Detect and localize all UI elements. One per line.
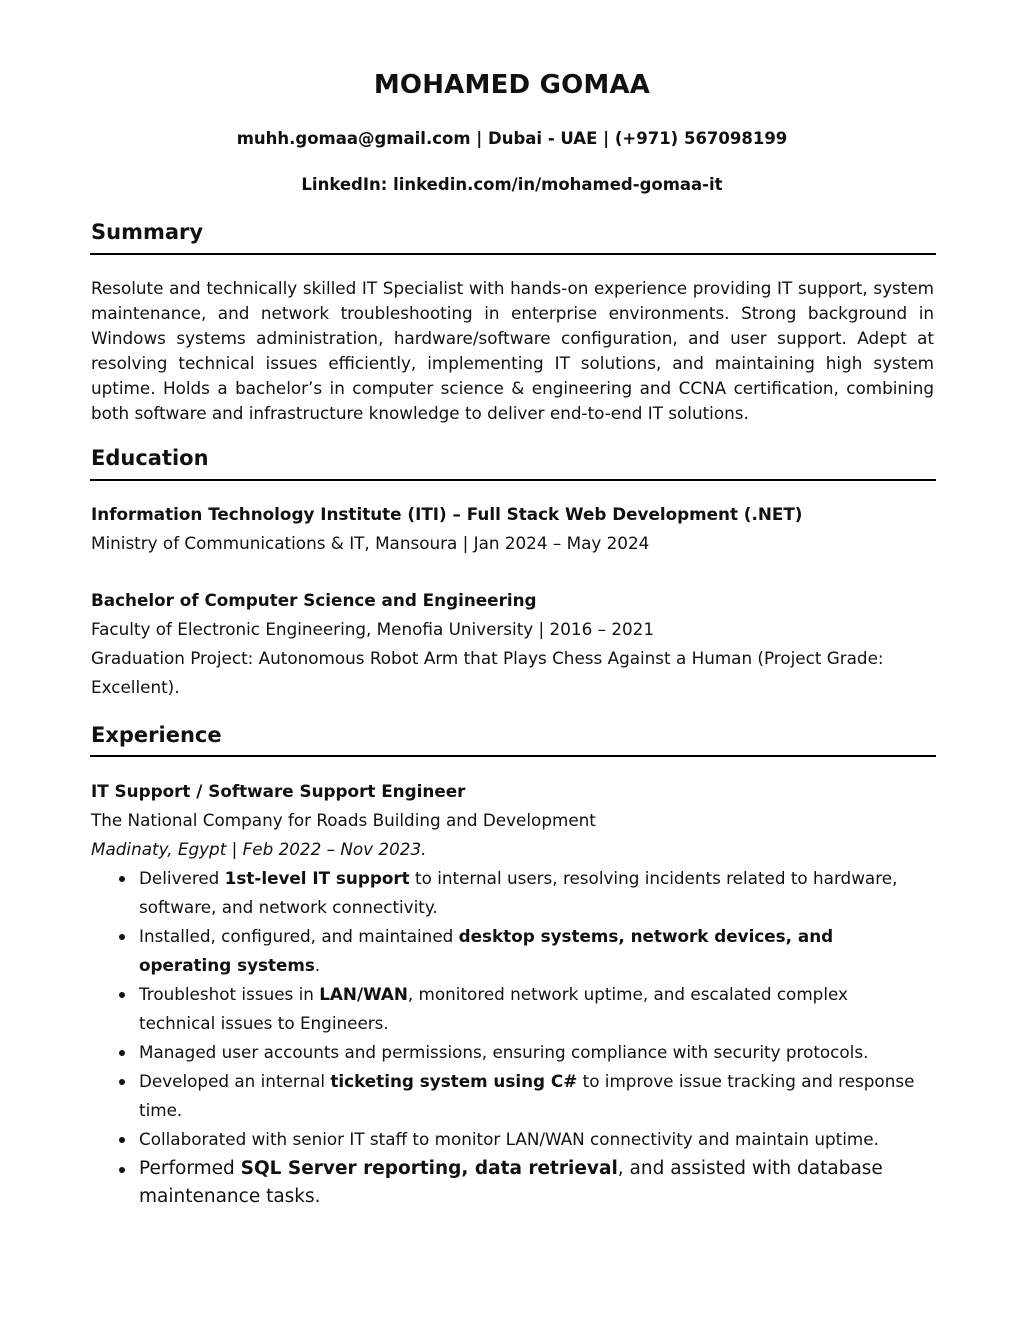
bullet-text-bold: ticketing system using C# [330, 1071, 578, 1091]
job-bullet-item [117, 922, 927, 980]
bullet-text: to improve issue tracking and response time. [139, 1071, 915, 1120]
bullet-text: , and assisted with database maintenance tasks. [139, 1158, 883, 1207]
job-bullet-item [117, 1067, 927, 1125]
bullet-text: to internal users, resolving incidents related to hardware, software, and network connectivity. [139, 868, 898, 917]
job-bullet-item [117, 1038, 927, 1067]
summary-text: Resolute and technically skilled IT Specialist with hands-on experience providing IT support, system maintenance, and network troubleshooting in enterprise environments. Strong background in Windows systems administration, hardware/software configuration, and user support. Adept at resolving technical issues efficiently, implementing IT solutions, and maintaining high system uptime. Holds a bachelor’s in computer science & engineering and CCNA certification, combining both software and infrastructure knowledge to deliver end-to-end IT solutions. [91, 278, 934, 423]
bullet-text: Installed, configured, and maintained [139, 926, 459, 946]
bullet-text: Performed [139, 1158, 241, 1179]
bullet-dot-icon [119, 934, 125, 940]
bullet-text-bold: LAN/WAN [319, 984, 408, 1004]
experience-heading: Experience [91, 723, 222, 747]
bullet-text: Collaborated with senior IT staff to monitor LAN/WAN connectivity and maintain uptime. [139, 1129, 879, 1149]
education-entry-detail: Faculty of Electronic Engineering, Menofia University | 2016 – 2021 [91, 619, 655, 639]
bullet-text: , monitored network uptime, and escalated complex technical issues to Engineers. [139, 984, 848, 1033]
education-entry-detail: Ministry of Communications & IT, Mansoura | Jan 2024 – May 2024 [91, 533, 650, 553]
experience-divider [90, 755, 936, 757]
bullet-text: Delivered [139, 868, 225, 888]
bullet-text: Troubleshot issues in [139, 984, 320, 1004]
bullet-text-bold: SQL Server reporting, data retrieval [240, 1158, 618, 1179]
bullet-text: . [314, 955, 321, 975]
summary-divider [90, 253, 936, 255]
bullet-dot-icon [119, 1050, 125, 1056]
bullet-text-bold: 1st-level IT support [224, 868, 410, 888]
candidate-name: MOHAMED GOMAA [373, 70, 651, 100]
job-bullet-item [117, 864, 927, 922]
bullet-dot-icon [119, 1167, 125, 1173]
summary-heading: Summary [91, 220, 204, 244]
bullet-dot-icon [119, 1079, 125, 1085]
bullet-dot-icon [119, 1137, 125, 1143]
linkedin-link[interactable]: LinkedIn: linkedin.com/in/mohamed-gomaa-it [301, 175, 723, 194]
job-role: IT Support / Software Support Engineer [91, 781, 466, 801]
education-entry-heading: Information Technology Institute (ITI) – Full Stack Web Development (.NET) [91, 504, 803, 524]
bullet-text-bold: desktop systems, network devices, and operating systems [139, 926, 834, 975]
job-location-dates: Madinaty, Egypt | Feb 2022 – Nov 2023. [91, 839, 427, 859]
job-bullet-item [117, 980, 927, 1038]
education-heading: Education [91, 446, 209, 470]
contact-info: muhh.gomaa@gmail.com | Dubai - UAE | (+971) 567098199 [236, 129, 788, 148]
bullet-text: Developed an internal [139, 1071, 331, 1091]
job-company: The National Company for Roads Building and Development [91, 810, 596, 830]
bullet-dot-icon [119, 992, 125, 998]
education-entry-detail: Excellent). [91, 677, 180, 697]
education-entry-detail: Graduation Project: Autonomous Robot Arm that Plays Chess Against a Human (Project Grade: [91, 648, 884, 668]
job-bullet-item [117, 1155, 927, 1211]
bullet-dot-icon [119, 876, 125, 882]
education-divider [90, 479, 936, 481]
job-bullet-item [117, 1125, 927, 1154]
job-bullet-list [117, 864, 927, 1211]
education-entry-heading: Bachelor of Computer Science and Engineering [91, 590, 537, 610]
bullet-text: Managed user accounts and permissions, ensuring compliance with security protocols. [139, 1042, 869, 1062]
